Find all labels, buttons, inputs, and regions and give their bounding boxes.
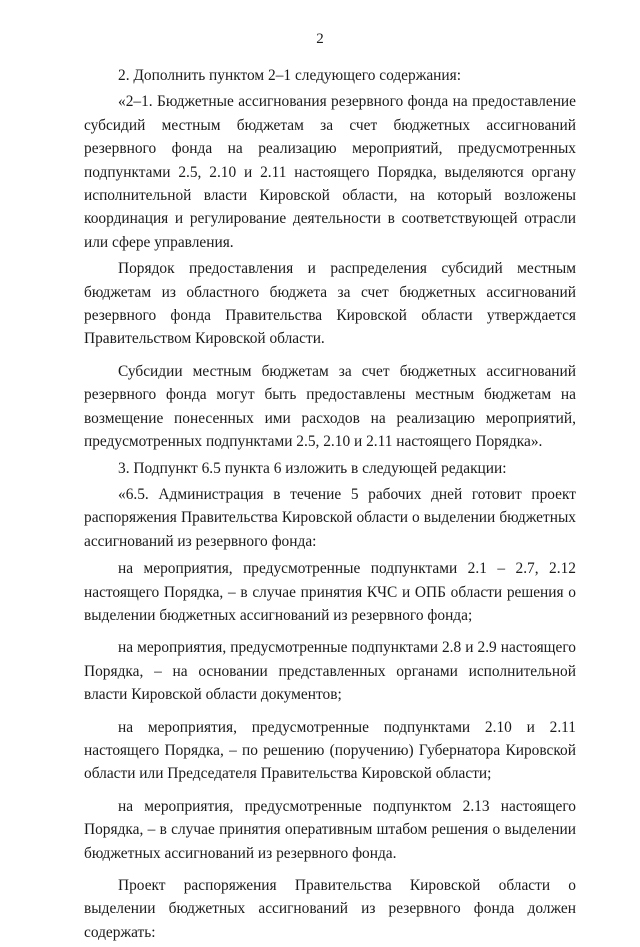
paragraph-draft-order-contents: Проект распоряжения Правительства Кировской области о выделении бюджетных ассигнований из резервного фонда должен содержать: — [84, 877, 576, 941]
paragraph-measures-2-1-2-7: на мероприятия, предусмотренные подпунктами 2.1 – 2.7, 2.12 настоящего Порядка, – в случае принятия КЧС и ОПБ области решения о выделении бюджетных ассигнований из резервного фонда; — [84, 560, 576, 624]
page-number: 2 — [316, 31, 324, 47]
document-body — [84, 64, 576, 947]
paragraph-measures-2-10-2-11: на мероприятия, предусмотренные подпунктами 2.10 и 2.11 настоящего Порядка, – по решению (поручению) Губернатора Кировской области или Председателя Правительства Кировской области; — [84, 718, 576, 783]
paragraph-amendment-item-3: 3. Подпункт 6.5 пункта 6 изложить в следующей редакции: — [118, 459, 507, 477]
paragraph-subsidy-procedure: Порядок предоставления и распределения субсидий местным бюджетам из областного бюджета за счет бюджетных ассигнований резервного фонда Правительства Кировской области утверждается Правительством Кировской области. — [84, 260, 576, 348]
paragraph-measures-2-13: на мероприятия, предусмотренные подпунктом 2.13 настоящего Порядка, – в случае принятия оперативным штабом решения о выделении бюджетных ассигнований из резервного фонда. — [84, 797, 576, 862]
paragraph-amendment-item-2: 2. Дополнить пунктом 2–1 следующего содержания: — [118, 67, 461, 84]
paragraph-clause-6-5: «6.5. Администрация в течение 5 рабочих дней готовит проект распоряжения Правительства Кировской области о выделении бюджетных ассигнований из резервного фонда: — [84, 485, 576, 550]
paragraph-clause-2-1: «2–1. Бюджетные ассигнования резервного фонда на предоставление субсидий местным бюджетам за счет бюджетных ассигнований резервного фонда на реализацию мероприятий, предусмотренных подпунктами 2.5, 2.10 и 2.11 настоящего Порядка, выделяются органу исполнительной власти Кировской области, на который возложены координация и регулирование деятельности в соответствующей отрасли или сфере управления. — [84, 93, 576, 251]
paragraph-subsidy-reimbursement: Субсидии местным бюджетам за счет бюджетных ассигнований резервного фонда могут быть предоставлены местным бюджетам на возмещение понесенных ими расходов на реализацию мероприятий, предусмотренных подпунктами 2.5, 2.10 и 2.11 настоящего Порядка». — [84, 362, 576, 451]
paragraph-measures-2-8-2-9: на мероприятия, предусмотренные подпунктами 2.8 и 2.9 настоящего Порядка, – на основании представленных органами исполнительной власти Кировской области документов; — [84, 639, 576, 704]
